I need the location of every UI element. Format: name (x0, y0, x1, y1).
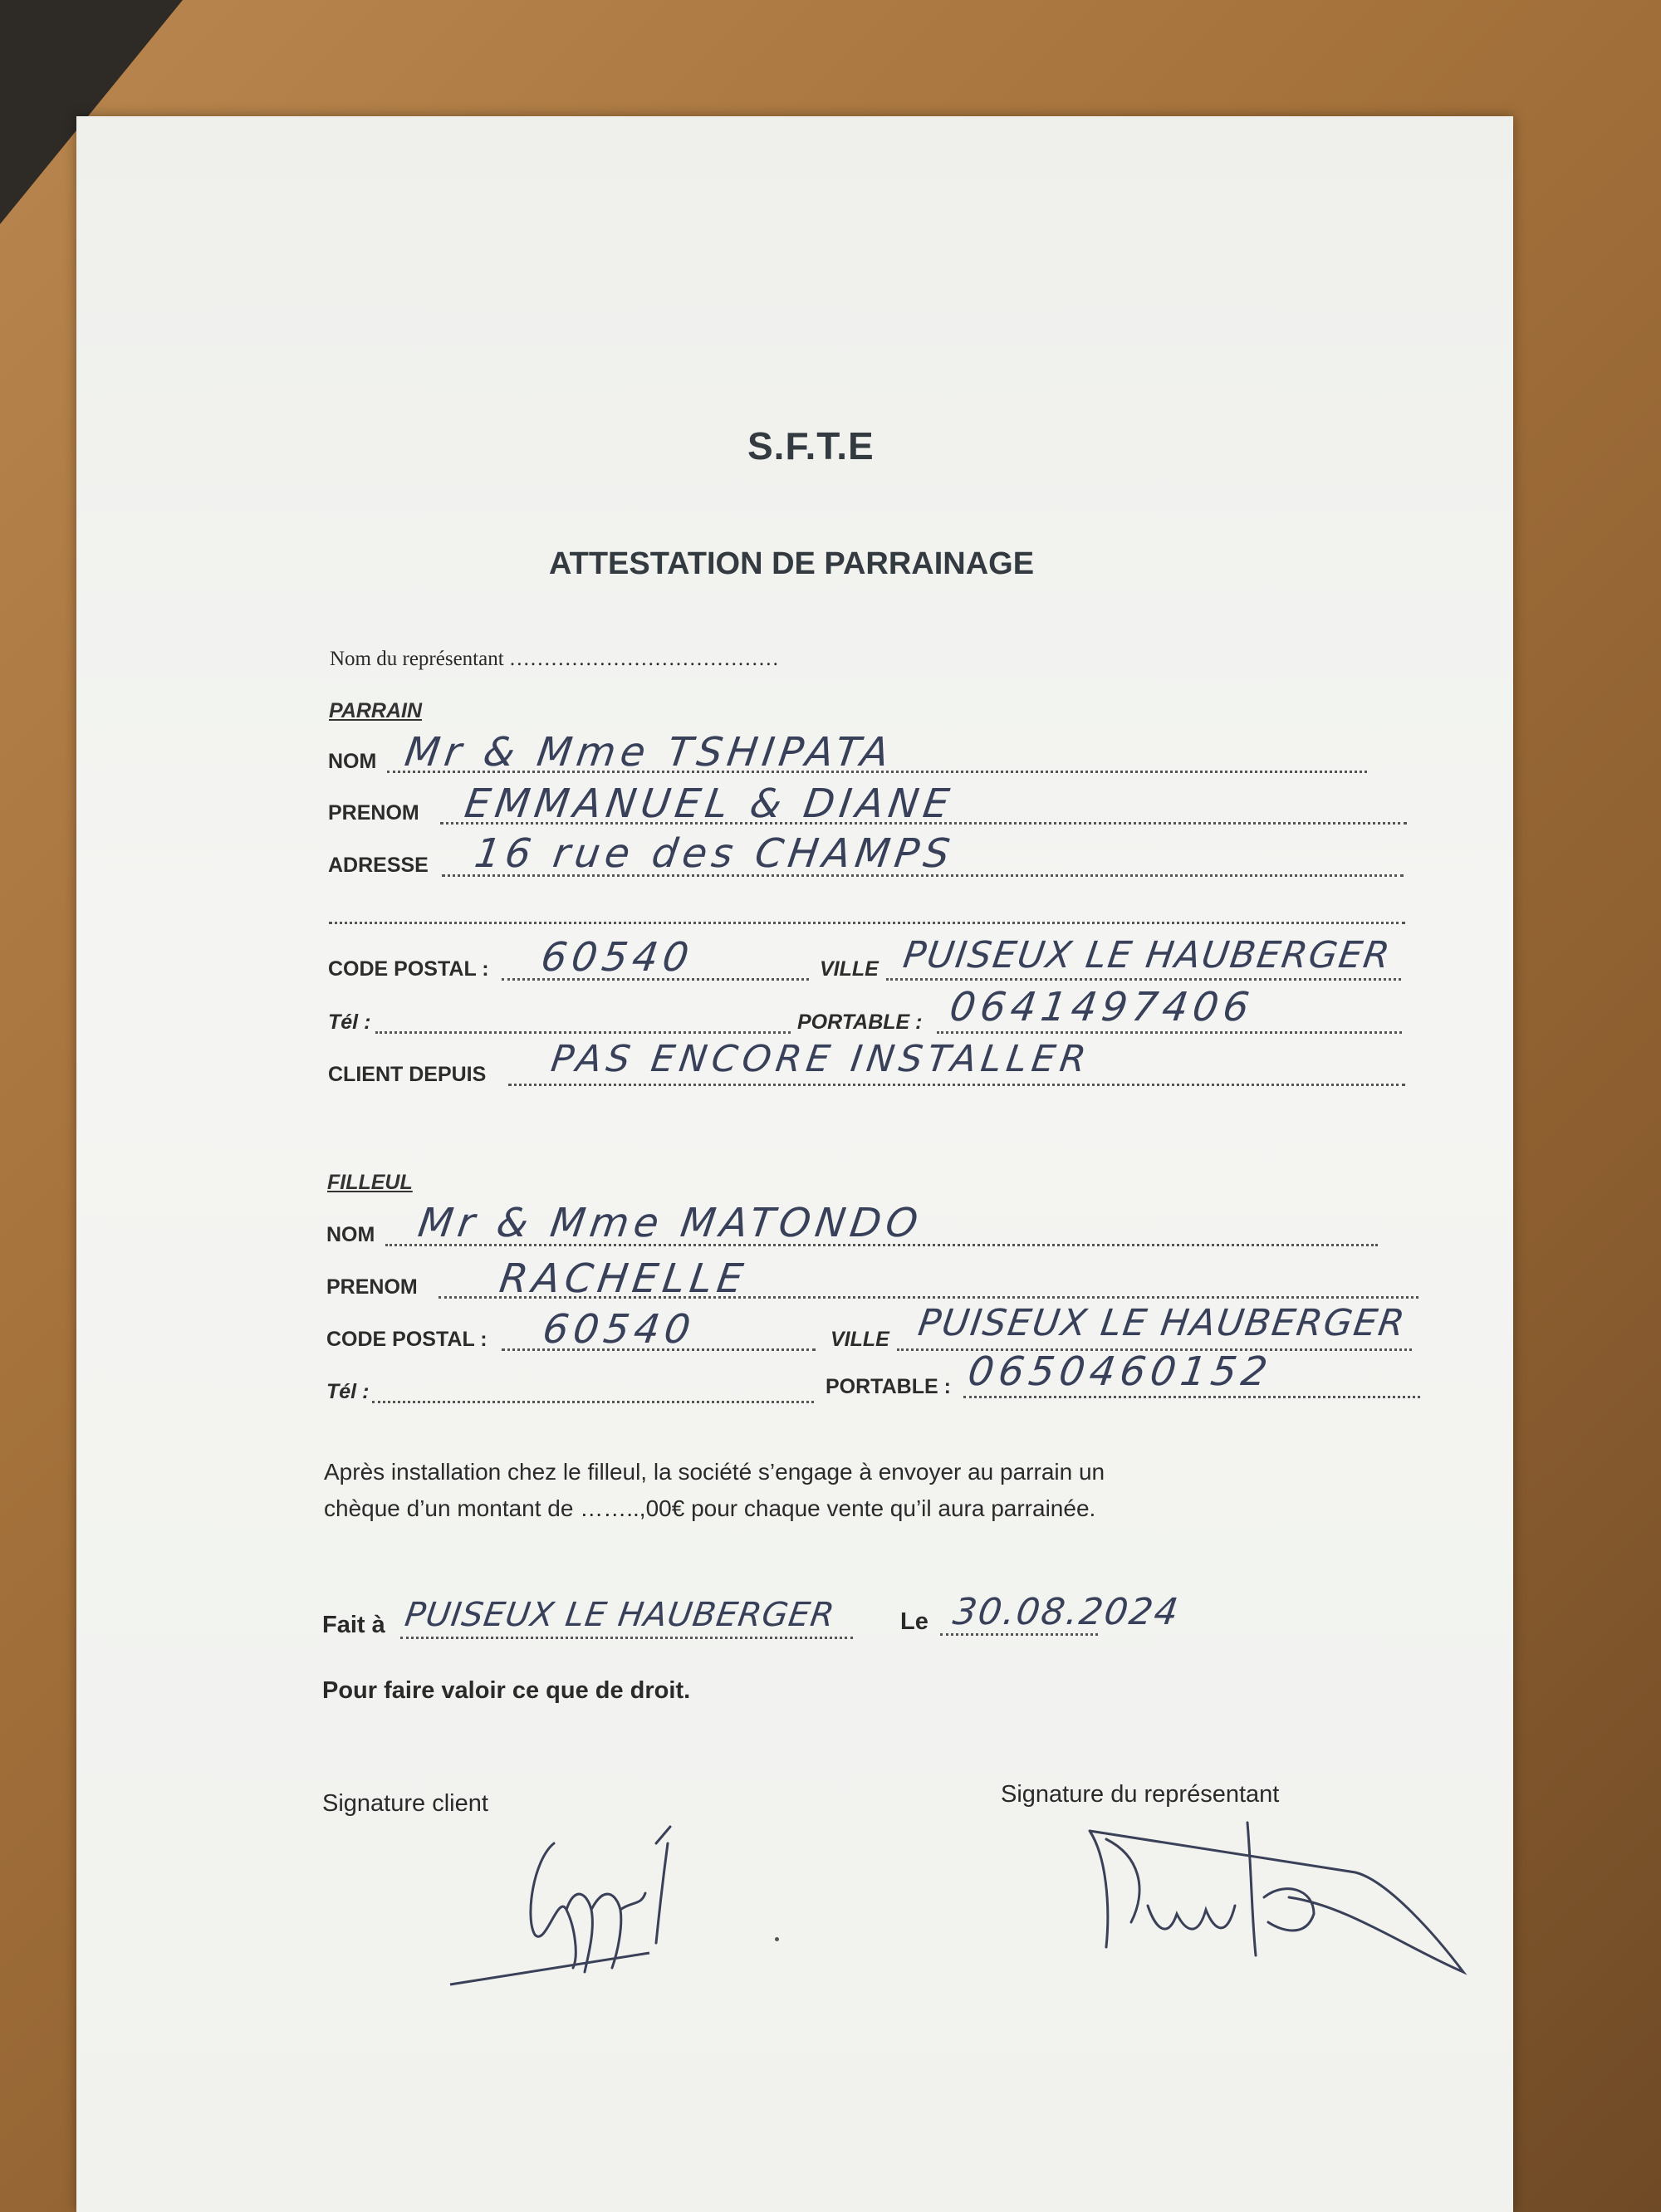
parrain-client-depuis-value: PAS ENCORE INSTALLER (548, 1038, 1094, 1080)
parrain-ville-line (886, 978, 1401, 981)
parrain-prenom-value: EMMANUEL & DIANE (462, 781, 958, 827)
parrain-portable-label: PORTABLE : (797, 1011, 923, 1034)
parrain-cp-value: 60540 (538, 934, 697, 981)
filleul-ville-label: VILLE (830, 1328, 889, 1351)
filleul-nom-value: Mr & Mme MATONDO (415, 1200, 926, 1246)
parrain-nom-label: NOM (328, 750, 377, 773)
parrain-portable-line (937, 1031, 1402, 1034)
company-name: S.F.T.E (747, 424, 875, 467)
document-title: ATTESTATION DE PARRAINAGE (549, 546, 1035, 581)
parrain-ville-label: VILLE (820, 957, 879, 981)
client-signature-label: Signature client (322, 1790, 488, 1817)
parrain-adresse-value: 16 rue des CHAMPS (472, 830, 958, 877)
parrain-portable-value: 0641497406 (947, 984, 1257, 1030)
filleul-cp-value: 60540 (540, 1306, 698, 1353)
date-line (940, 1633, 1098, 1636)
filleul-portable-value: 0650460152 (965, 1348, 1276, 1395)
filleul-ville-value: PUISEUX LE HAUBERGER (915, 1302, 1409, 1344)
fait-a-value: PUISEUX LE HAUBERGER (402, 1596, 838, 1634)
paper-sheet (76, 116, 1513, 2212)
filleul-prenom-value: RACHELLE (497, 1255, 751, 1302)
filleul-portable-label: PORTABLE : (826, 1375, 951, 1398)
date-label: Le (900, 1608, 928, 1635)
date-value: 30.08.2024 (950, 1591, 1183, 1633)
parrain-client-depuis-line (508, 1084, 1405, 1086)
client-signature (442, 1794, 716, 2009)
filleul-section-label: FILLEUL (327, 1171, 413, 1194)
engagement-line-2: chèque d’un montant de ……..,00€ pour chaque vente qu’il aura parrainée. (324, 1495, 1096, 1521)
fait-a-line (400, 1637, 853, 1639)
representative-name-line: Nom du représentant ………………………………… (330, 648, 779, 670)
parrain-adresse-line-2 (329, 922, 1405, 924)
filleul-portable-line (963, 1396, 1420, 1398)
representative-signature-label: Signature du représentant (1001, 1781, 1280, 1808)
parrain-client-depuis-label: CLIENT DEPUIS (328, 1063, 487, 1086)
parrain-adresse-label: ADRESSE (328, 854, 429, 877)
filleul-prenom-label: PRENOM (326, 1275, 418, 1299)
filleul-cp-label: CODE POSTAL : (326, 1328, 488, 1351)
parrain-prenom-label: PRENOM (328, 801, 419, 825)
filleul-nom-label: NOM (326, 1223, 375, 1246)
parrain-tel-line (375, 1031, 791, 1034)
paper-speck (775, 1937, 779, 1941)
representative-signature (1073, 1806, 1472, 1989)
fait-a-label: Fait à (322, 1612, 385, 1638)
closing-statement: Pour faire valoir ce que de droit. (322, 1677, 691, 1704)
parrain-tel-label: Tél : (328, 1011, 371, 1034)
filleul-tel-line (372, 1401, 814, 1403)
engagement-line-1: Après installation chez le filleul, la société s’engage à envoyer au parrain un (324, 1459, 1105, 1485)
parrain-section-label: PARRAIN (329, 699, 423, 722)
filleul-tel-label: Tél : (326, 1380, 370, 1403)
parrain-nom-value: Mr & Mme TSHIPATA (402, 729, 897, 776)
parrain-cp-label: CODE POSTAL : (328, 957, 489, 981)
parrain-ville-value: PUISEUX LE HAUBERGER (900, 934, 1394, 976)
